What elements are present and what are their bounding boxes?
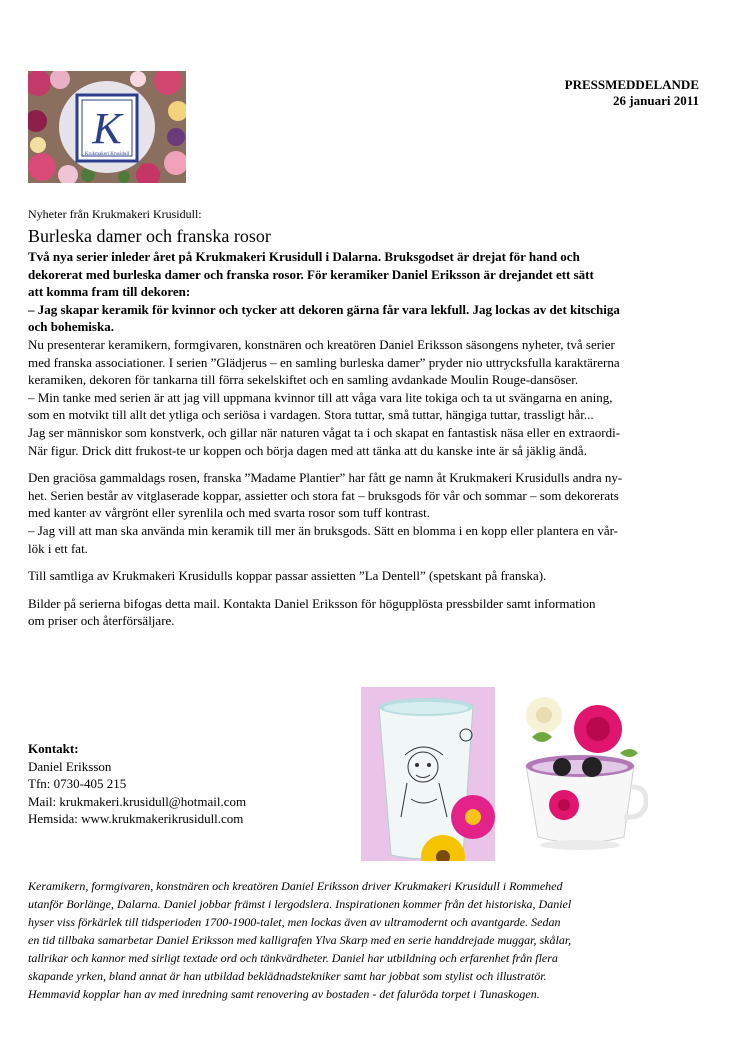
contact-mail: Mail: krukmakeri.krusidull@hotmail.com bbox=[28, 793, 247, 809]
photo-mug bbox=[361, 687, 495, 861]
text-line: Nu presenterar keramikern, formgivaren, konstnären och kreatören Daniel Eriksson säsongens nyheter, två serier bbox=[28, 336, 615, 352]
press-date: 26 januari 2011 bbox=[613, 93, 699, 108]
text-line: Bilder på serierna bifogas detta mail. Kontakta Daniel Eriksson för högupplösta pressbilder samt information bbox=[28, 595, 596, 611]
cup-image bbox=[512, 687, 648, 861]
pink-flower-icon bbox=[549, 790, 579, 820]
headline: Burleska damer och franska rosor bbox=[28, 226, 271, 246]
bio-line: skapande yrken, bland annat är han utbildad beklädnadstekniker samt har jobbat som stylist och illustratör. bbox=[28, 969, 547, 983]
text-line: om priser och återförsäljare. bbox=[28, 613, 175, 629]
ingress-line: – Jag skapar keramik för kvinnor och tycker att dekoren gärna får vara lekfull. Jag lockas av det kitschiga bbox=[28, 301, 620, 317]
text-line: lök i ett fat. bbox=[28, 540, 88, 556]
paragraph-4 bbox=[28, 595, 718, 630]
text-line: med franska associationer. I serien ”Glädjerus – en samling burleska damer” pryder nio uttrycksfulla karaktärerna bbox=[28, 354, 620, 370]
text-line: När figur. Drick ditt frukost-te ur koppen och börja dagen med att tänka att du kanske inte är så jäklig ändå. bbox=[28, 442, 587, 458]
contact-website: Hemsida: www.krukmakerikrusidull.com bbox=[28, 811, 244, 827]
logo-letter: K bbox=[92, 104, 122, 153]
rose-icon bbox=[574, 705, 622, 753]
ingress-line: och bohemiska. bbox=[28, 319, 114, 335]
text-line: keramiken, dekoren för tankarna till förra sekelskiftet och en samling avdankade Moulin Rouge-dansöser. bbox=[28, 372, 579, 388]
paragraph-2 bbox=[28, 469, 718, 557]
bio-line: Keramikern, formgivaren, konstnären och kreatören Daniel Eriksson driver Krukmakeri Krusidull i Rommehed bbox=[28, 879, 563, 893]
text-line: som en motvikt till allt det ytliga och seriösa i vardagen. Stora tuttar, små tuttar, hängiga tuttar, trassligt hår... bbox=[28, 407, 594, 423]
press-header bbox=[565, 77, 699, 109]
ingress-line: dekorerat med burleska damer och franska rosor. För keramiker Daniel Eriksson är drejandet ett sätt bbox=[28, 266, 594, 282]
contact-phone: Tfn: 0730-405 215 bbox=[28, 776, 127, 792]
bio-line: en tid tillbaka samarbetar Daniel Eriksson med kalligrafen Ylva Skarp med en serie handdrejade muggar, skålar, bbox=[28, 933, 572, 947]
logo-caption: Krukmakeri Krusidull bbox=[84, 152, 130, 157]
text-line: Den graciösa gammaldags rosen, franska ”Madame Plantier” har fått ge namn åt Krukmakeri Krusidulls andra ny- bbox=[28, 470, 623, 486]
mug-image bbox=[361, 687, 495, 861]
bio-line: utanför Borlänge, Dalarna. Daniel jobbar främst i lergodslera. Inspirationen kommer från det historiska, Daniel bbox=[28, 897, 572, 911]
pink-flower-icon bbox=[451, 795, 495, 839]
bio-line: Hemmavid kopplar han av med inredning samt renovering av bostaden - det faluröda torpet i Tunaskogen. bbox=[28, 987, 540, 1001]
contact-title: Kontakt: bbox=[28, 741, 79, 756]
ingress-line: att komma fram till dekoren: bbox=[28, 284, 191, 300]
photo-cup bbox=[512, 687, 648, 861]
logo-graphic bbox=[28, 71, 186, 183]
bio-line: hyser viss förkärlek till tidsperioden 1700-1900-talet, men lockas även av ultramodernt och avantgarde. Sedan bbox=[28, 915, 561, 929]
contact-name: Daniel Eriksson bbox=[28, 758, 112, 774]
text-line: – Jag vill att man ska använda min keramik till mer än bruksgods. Sätt en blomma i en kopp eller plantera en vår- bbox=[28, 522, 618, 538]
article bbox=[28, 207, 718, 630]
ingress-line: Två nya serier inleder året på Krukmakeri Krusidull i Dalarna. Bruksgodset är drejat för hand och bbox=[28, 249, 580, 264]
white-rose-icon bbox=[526, 697, 562, 733]
text-line: – Min tanke med serien är att jag vill uppmana kvinnor till att våga vara lite tokiga och ta ut svängarna en aning, bbox=[28, 389, 613, 405]
bio-section bbox=[28, 877, 718, 1003]
contact-block bbox=[28, 740, 246, 828]
doc-type: PRESSMEDDELANDE bbox=[564, 77, 699, 92]
paragraph-3: Till samtliga av Krukmakeri Krusidulls koppar passar assietten ”La Dentell” (spetskant på franska). bbox=[28, 568, 547, 584]
text-line: Jag ser människor som konstverk, och gillar när naturen vågat ta i och skapat en fantastisk näsa eller en extraordi- bbox=[28, 424, 621, 440]
bio-line: tallrikar och kannor med sirligt textade ord och tänkvärdheter. Daniel har utbildning och erfarenhet från flera bbox=[28, 951, 558, 965]
ingress bbox=[28, 248, 718, 336]
text-line: med kanter av vårgrönt eller syrenlila och med svarta rosor som tuff kontrast. bbox=[28, 505, 431, 521]
kicker: Nyheter från Krukmakeri Krusidull: bbox=[28, 207, 202, 221]
text-line: het. Serien består av vitglaserade koppar, assietter och stora fat – bruksgods för vår och sommar – som dekorerats bbox=[28, 487, 619, 503]
paragraph-1 bbox=[28, 336, 718, 459]
company-logo bbox=[28, 71, 186, 183]
